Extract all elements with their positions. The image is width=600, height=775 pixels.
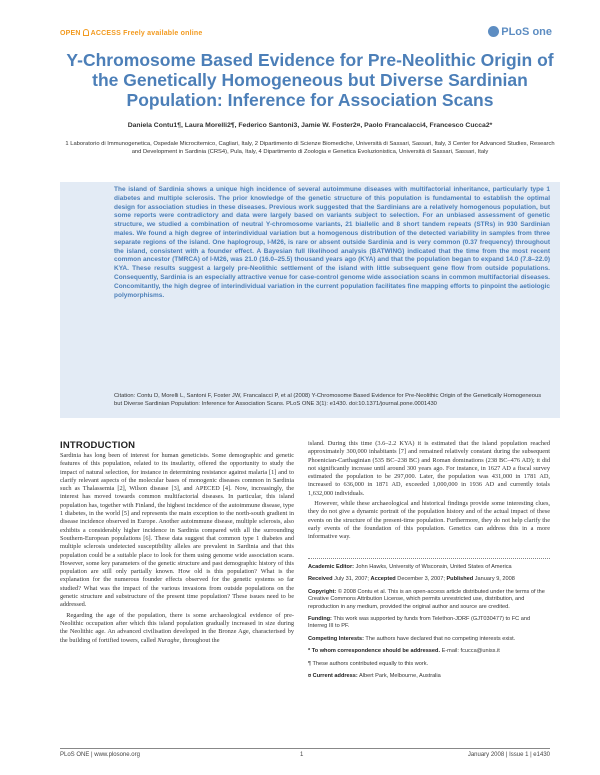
copyright: Copyright: © 2008 Contu et al. This is an open-access article distributed under the terms of the Creative Commons Attribution License, which permits unrestricted use, distribution, and reproduction in any medium, provided the original author and source are credited. — [308, 588, 545, 610]
body-paragraph — [308, 500, 550, 541]
body-column-right — [308, 440, 550, 564]
article-title: Y-Chromosome Based Evidence for Pre-Neolithic Origin of the Genetically Homogeneous but Diverse Sardinian Population: Inference for Association Scans — [66, 50, 554, 110]
journal-logo — [488, 26, 552, 38]
journal-header — [60, 26, 552, 44]
open-lock-icon — [83, 29, 89, 36]
open-access-access: ACCESS — [90, 30, 122, 37]
funding: Funding: This work was supported by funds from Telethon-JDRF (GJT030477) to FC and Interreg III to PF. — [308, 616, 531, 630]
footer-journal: PLoS ONE | www.plosone.org — [60, 752, 140, 758]
text-run: Regarding the age of the population, there is some archaeological evidence of pre-Neolithic occupation after which this island population gradually increased in size during the Neolithic age. An advanced civilisation developed in the Bronze Age, characterised by the building of fortified towers, called — [60, 611, 294, 644]
dates: Received July 31, 2007; Accepted December 3, 2007; Published January 9, 2008 — [308, 576, 515, 583]
equal-contribution: ¶ These authors contributed equally to this work. — [308, 660, 429, 667]
body-paragraph: Sardinia has long been of interest for human geneticists. Some demographic and genetic features of this population, related to its insularity, offered the opportunity to study the impact of natural selection, for instance in determining resistance against malaria [1] and to clarify relevant aspects of the molecular bases of monogenic diseases common in Sardinia such as Thalassemia [2], Wilson disease [3], and APECED [4]. Now, increasingly, the interest has moved towards common multifactorial diseases. In particular, this island population has, together with Finland, the highest incidence of the autoimmune disease, type 1 diabetes, in the world [5] and represents the main exception to the north-south gradient in disease incidence observed in Europe. Another autoimmune disease, multiple sclerosis, also exhibits a considerably higher incidence in Sardinia compared with all the surrounding Southern-European populations [6]. These data suggest that common type 1 diabetes and multiple sclerosis undetected susceptibility alleles are prevalent in Sardinia and that this population could be a suitable place to look for them using genome wide association scans. However, some key parameters of the genetic structure and past demographic history of this population are still only partially known. How old is this population? What is the explanation for the numerous founder effects observed for the genetic systems so far studied? What was the impact of the various invasions from outside populations on the genetic structure and substructure of the present time population? These issues need to be addressed. — [60, 452, 294, 609]
body-paragraph: island. During this time (3.6–2.2 KYA) it is estimated that the island population reached approximately 300,000 inhabitants [7] and remained relatively constant during the subsequent Phoenician-Carthaginian (535 BC–238 BC) and Roman dominations (238 BC–476 AD); it did not significantly increase until around 300 years ago. For instance, in 1627 AD a fiscal survey estimated the population to be 297,000. Later, the population was 431,000 in 1781 AD, increased to 636,000 in 1871 AD, exceeded 1,000,000 in 1936 AD and currently totals 1,632,000 individuals. — [308, 440, 550, 497]
divider — [308, 558, 550, 559]
plos-logo-icon — [488, 26, 499, 37]
text-run: However, while these archaeological and historical findings provide some interesting clues, they do not give a dynamic portrait of the population history and of the actual impact of these events on the structure of the present-time population. Furthermore, they do not help clarify the early events of the foundation of this population. Genetics can address this in a more informative way. — [308, 500, 550, 541]
footer-issue: January 2008 | Issue 1 | e1430 — [467, 752, 550, 758]
body-column-left — [60, 452, 294, 742]
correspondence: * To whom correspondence should be addressed. E-mail: fcucca@uniss.it — [308, 648, 500, 655]
italic-term: Nuraghe — [157, 636, 180, 644]
article-info — [308, 564, 550, 685]
open-access-open: OPEN — [60, 30, 81, 37]
text-run: , throughout the — [179, 636, 220, 644]
journal-logo-text: PLoS — [501, 26, 530, 38]
author-list: Daniela Contu1¶, Laura Morelli2¶, Federico Santoni3, Jamie W. Foster2¤, Paolo Francalacci4, Francesco Cucca2* — [127, 122, 493, 129]
abstract: The island of Sardinia shows a unique high incidence of several autoimmune diseases with multifactorial inheritance, particularly type 1 diabetes and multiple sclerosis. The prior knowledge of the genetic structure of this population is fundamental to establish the optimal design for association studies in these diseases. Previous work suggested that the Sardinians are a relatively homogenous population, but some reports were contradictory and data were largely based on variants subject to selection. For an unbiased assessment of genetic structure, we studied a combination of neutral Y-chromosome variants, 21 biallelic and 8 short tandem repeats (STRs) in 930 Sardinian males. We found a high degree of interindividual variation but a homogenous distribution of the detected variability in samples from three separate regions of the island. One haplogroup, I-M26, is rare or absent outside Sardinia and is very common (0.37 frequency) throughout the island, consistent with a founder effect. A Bayesian full likelihood analysis (BATWING) indicated that the time from the most recent common ancestor (TMRCA) of I-M26, was 21.0 (16.0–25.5) thousand years ago (KYA) and that the population began to expand 14.0 (7.8–22.0) KYA. These results suggest a largely pre-Neolithic settlement of the island with little subsequent gene flow from outside populations. Consequently, Sardinia is an especially attractive venue for case-control genome wide association scans in common multifactorial diseases. Concomitantly, the high degree of interindividual variation in the current population facilitates fine mapping efforts to pinpoint the aetiologic polymorphisms. — [114, 186, 550, 299]
body-paragraph — [60, 612, 294, 645]
competing-interests: Competing Interests: The authors have declared that no competing interests exist. — [308, 635, 516, 642]
footer-page-number: 1 — [300, 752, 304, 758]
affiliations: 1 Laboratorio di Immunogenetica, Ospedale Microcitemico, Cagliari, Italy, 2 Dipartimento di Scienze Biomediche, Università di Sassari, Sassari, Italy, 3 Center for Advanced Studies, Research and Development in Sardinia (CRS4), Pula, Italy, 4 Dipartimento di Zoologia e Genetica Evoluzionistica, Università di Sassari, Sassari, Italy — [65, 141, 555, 155]
citation: Citation: Contu D, Morelli L, Santoni F, Foster JW, Francalacci P, et al (2008) Y-Chromosome Based Evidence for Pre-Neolithic Origin of the Genetically Homogeneous but Diverse Sardinian Population: Inference for Association Scans. PLoS ONE 3(1): e1430. doi:10.1371/journal.pone.0001430 — [114, 393, 542, 407]
open-access-banner — [60, 29, 202, 37]
current-address: ¤ Current address: Albert Park, Melbourne, Australia — [308, 673, 441, 680]
footer-rule — [60, 748, 550, 749]
open-access-text: Freely available online — [123, 30, 203, 37]
academic-editor: Academic Editor: John Hawks, University of Wisconsin, United States of America — [308, 564, 512, 570]
section-heading-introduction: INTRODUCTION — [60, 440, 136, 451]
journal-logo-one: one — [532, 26, 552, 38]
